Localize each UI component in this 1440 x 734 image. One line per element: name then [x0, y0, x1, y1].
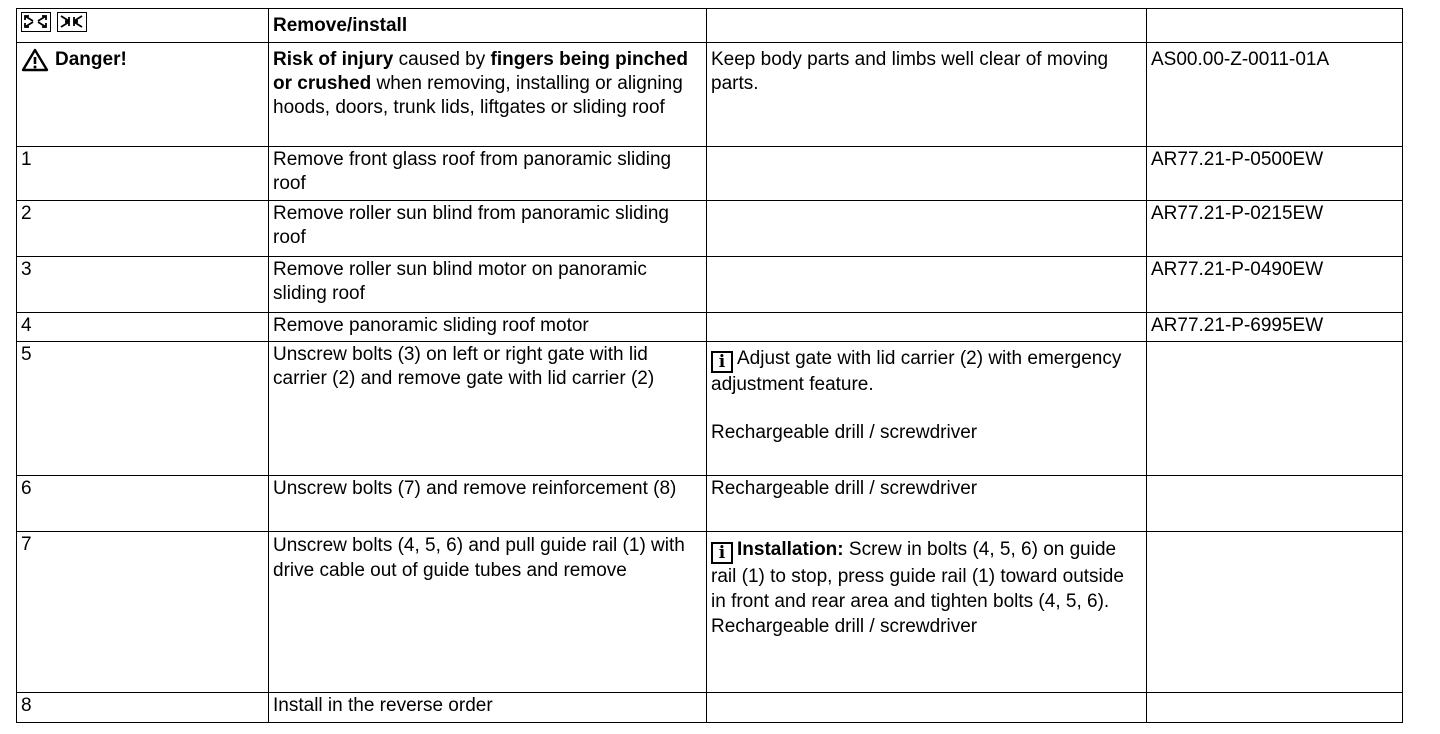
header-title: Remove/install [269, 9, 707, 43]
step-text: Unscrew bolts (3) on left or right gate with lid carrier (2) and remove gate with lid carrier (2) [269, 342, 707, 476]
danger-label: Danger! [55, 49, 127, 70]
step-number: 7 [17, 532, 269, 693]
step-number: 4 [17, 313, 269, 342]
step-reference[interactable]: AR77.21-P-0215EW [1147, 201, 1403, 257]
step-note [707, 147, 1147, 201]
step-text: Remove front glass roof from panoramic sliding roof [269, 147, 707, 201]
danger-label-cell [17, 43, 269, 147]
danger-bold2: fingers being pinched or crushed [273, 49, 688, 94]
header-row [17, 9, 1403, 43]
danger-text [269, 43, 707, 147]
step-number: 5 [17, 342, 269, 476]
danger-reference: AS00.00-Z-0011-01A [1147, 43, 1403, 147]
step-reference[interactable]: AR77.21-P-6995EW [1147, 313, 1403, 342]
danger-measure: Keep body parts and limbs well clear of moving parts. [707, 43, 1147, 147]
step-note [707, 693, 1147, 723]
step-text: Unscrew bolts (4, 5, 6) and pull guide rail (1) with drive cable out of guide tubes and remove [269, 532, 707, 693]
warning-triangle-icon [21, 48, 49, 72]
tool-text: Rechargeable drill / screwdriver [711, 422, 978, 443]
note-text: Adjust gate with lid carrier (2) with emergency adjustment feature. [711, 348, 1122, 395]
header-empty [707, 9, 1147, 43]
step-reference[interactable]: AR77.21-P-0500EW [1147, 147, 1403, 201]
expand-arrows-icon[interactable] [21, 12, 51, 32]
table-row [17, 313, 1403, 342]
danger-bold1: Risk of injury [273, 49, 394, 70]
step-note [707, 201, 1147, 257]
step-note [707, 257, 1147, 313]
info-icon: i [711, 351, 733, 373]
danger-plain2: when removing, installing or aligning hoods, doors, trunk lids, liftgates or sliding roof [273, 73, 683, 118]
step-text: Install in the reverse order [269, 693, 707, 723]
tool-text: Rechargeable drill / screwdriver [711, 616, 978, 637]
step-text: Remove roller sun blind motor on panoramic sliding roof [269, 257, 707, 313]
table-row [17, 201, 1403, 257]
note-bold: Installation: [737, 539, 844, 560]
step-reference [1147, 693, 1403, 723]
procedure-table [16, 8, 1403, 723]
table-row [17, 342, 1403, 476]
step-number: 3 [17, 257, 269, 313]
step-note [707, 532, 1147, 693]
step-text: Remove panoramic sliding roof motor [269, 313, 707, 342]
step-number: 8 [17, 693, 269, 723]
note-text: Screw in bolts (4, 5, 6) on guide rail (1) to stop, press guide rail (1) toward outside in front and rear area and tighten bolts (4, 5, 6). [711, 539, 1124, 612]
danger-plain1: caused by [393, 49, 491, 70]
table-row [17, 257, 1403, 313]
step-number: 1 [17, 147, 269, 201]
step-reference [1147, 342, 1403, 476]
step-number: 2 [17, 201, 269, 257]
danger-row [17, 43, 1403, 147]
table-row [17, 147, 1403, 201]
step-reference [1147, 532, 1403, 693]
step-note [707, 313, 1147, 342]
table-row [17, 532, 1403, 693]
step-text: Unscrew bolts (7) and remove reinforcement (8) [269, 476, 707, 532]
step-reference [1147, 476, 1403, 532]
step-number: 6 [17, 476, 269, 532]
step-note [707, 342, 1147, 476]
info-icon: i [711, 542, 733, 564]
icon-cell [17, 9, 269, 43]
collapse-arrows-icon[interactable] [57, 12, 87, 32]
step-text: Remove roller sun blind from panoramic sliding roof [269, 201, 707, 257]
tool-text: Rechargeable drill / screwdriver [707, 476, 1147, 532]
table-row [17, 693, 1403, 723]
header-empty [1147, 9, 1403, 43]
table-row [17, 476, 1403, 532]
step-reference[interactable]: AR77.21-P-0490EW [1147, 257, 1403, 313]
